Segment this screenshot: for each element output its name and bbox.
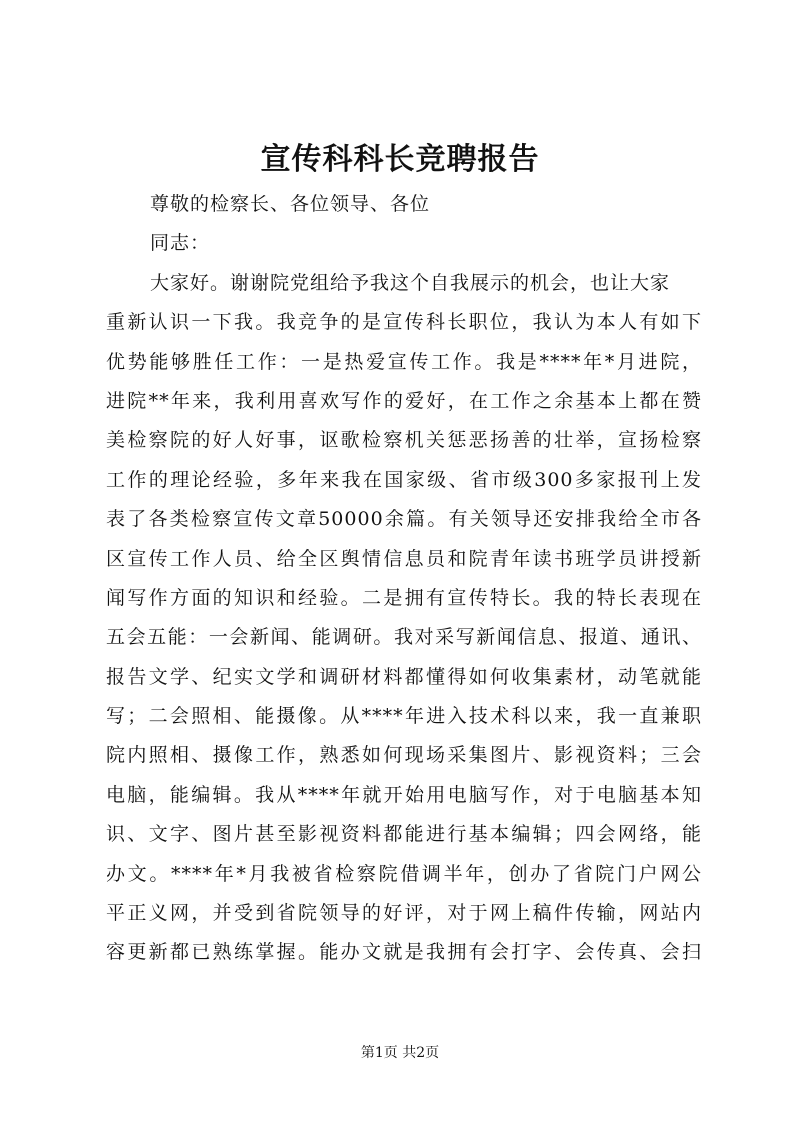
body-line: 五会五能：一会新闻、能调研。我对采写新闻信息、报道、通讯、 — [106, 626, 702, 649]
body-line: 院内照相、摄像工作，熟悉如何现场采集图片、影视资料；三会 — [106, 744, 702, 767]
document-body — [106, 185, 702, 973]
body-line: 平正义网，并受到省院领导的好评，对于网上稿件传输，网站内 — [106, 902, 702, 925]
body-line: 表了各类检察宣传文章50000余篇。有关领导还安排我给全市各 — [106, 508, 702, 531]
salutation-continuation: 同志： — [150, 232, 211, 255]
body-line: 美检察院的好人好事，讴歌检察机关惩恶扬善的壮举，宣扬检察 — [106, 429, 702, 452]
body-line: 办文。****年*月我被省检察院借调半年，创办了省院门户网公 — [106, 862, 702, 885]
body-line: 大家好。谢谢院党组给予我这个自我展示的机会，也让大家 — [150, 271, 671, 294]
body-line: 电脑，能编辑。我从****年就开始用电脑写作，对于电脑基本知 — [106, 783, 702, 806]
body-line: 区宣传工作人员、给全区舆情信息员和院青年读书班学员讲授新 — [106, 547, 702, 570]
body-line: 工作的理论经验，多年来我在国家级、省市级300多家报刊上发 — [106, 468, 702, 491]
body-line: 写；二会照相、能摄像。从****年进入技术科以来，我一直兼职 — [106, 705, 702, 728]
document-title: 宣传科科长竞聘报告 — [260, 142, 540, 177]
salutation-line: 尊敬的检察长、各位领导、各位 — [150, 193, 431, 215]
body-line: 闻写作方面的知识和经验。二是拥有宣传特长。我的特长表现在 — [106, 586, 702, 609]
body-line: 识、文字、图片甚至影视资料都能进行基本编辑；四会网络，能 — [106, 823, 702, 846]
body-line: 优势能够胜任工作：一是热爱宣传工作。我是****年*月进院， — [106, 350, 702, 373]
body-line: 容更新都已熟练掌握。能办文就是我拥有会打字、会传真、会扫 — [106, 941, 702, 964]
body-line: 报告文学、纪实文学和调研材料都懂得如何收集素材，动笔就能 — [106, 665, 702, 688]
body-line: 重新认识一下我。我竞争的是宣传科长职位，我认为本人有如下 — [106, 311, 702, 334]
page-number-footer: 第1页 共2页 — [360, 1045, 440, 1061]
body-line: 进院**年来，我利用喜欢写作的爱好，在工作之余基本上都在赞 — [106, 389, 702, 412]
